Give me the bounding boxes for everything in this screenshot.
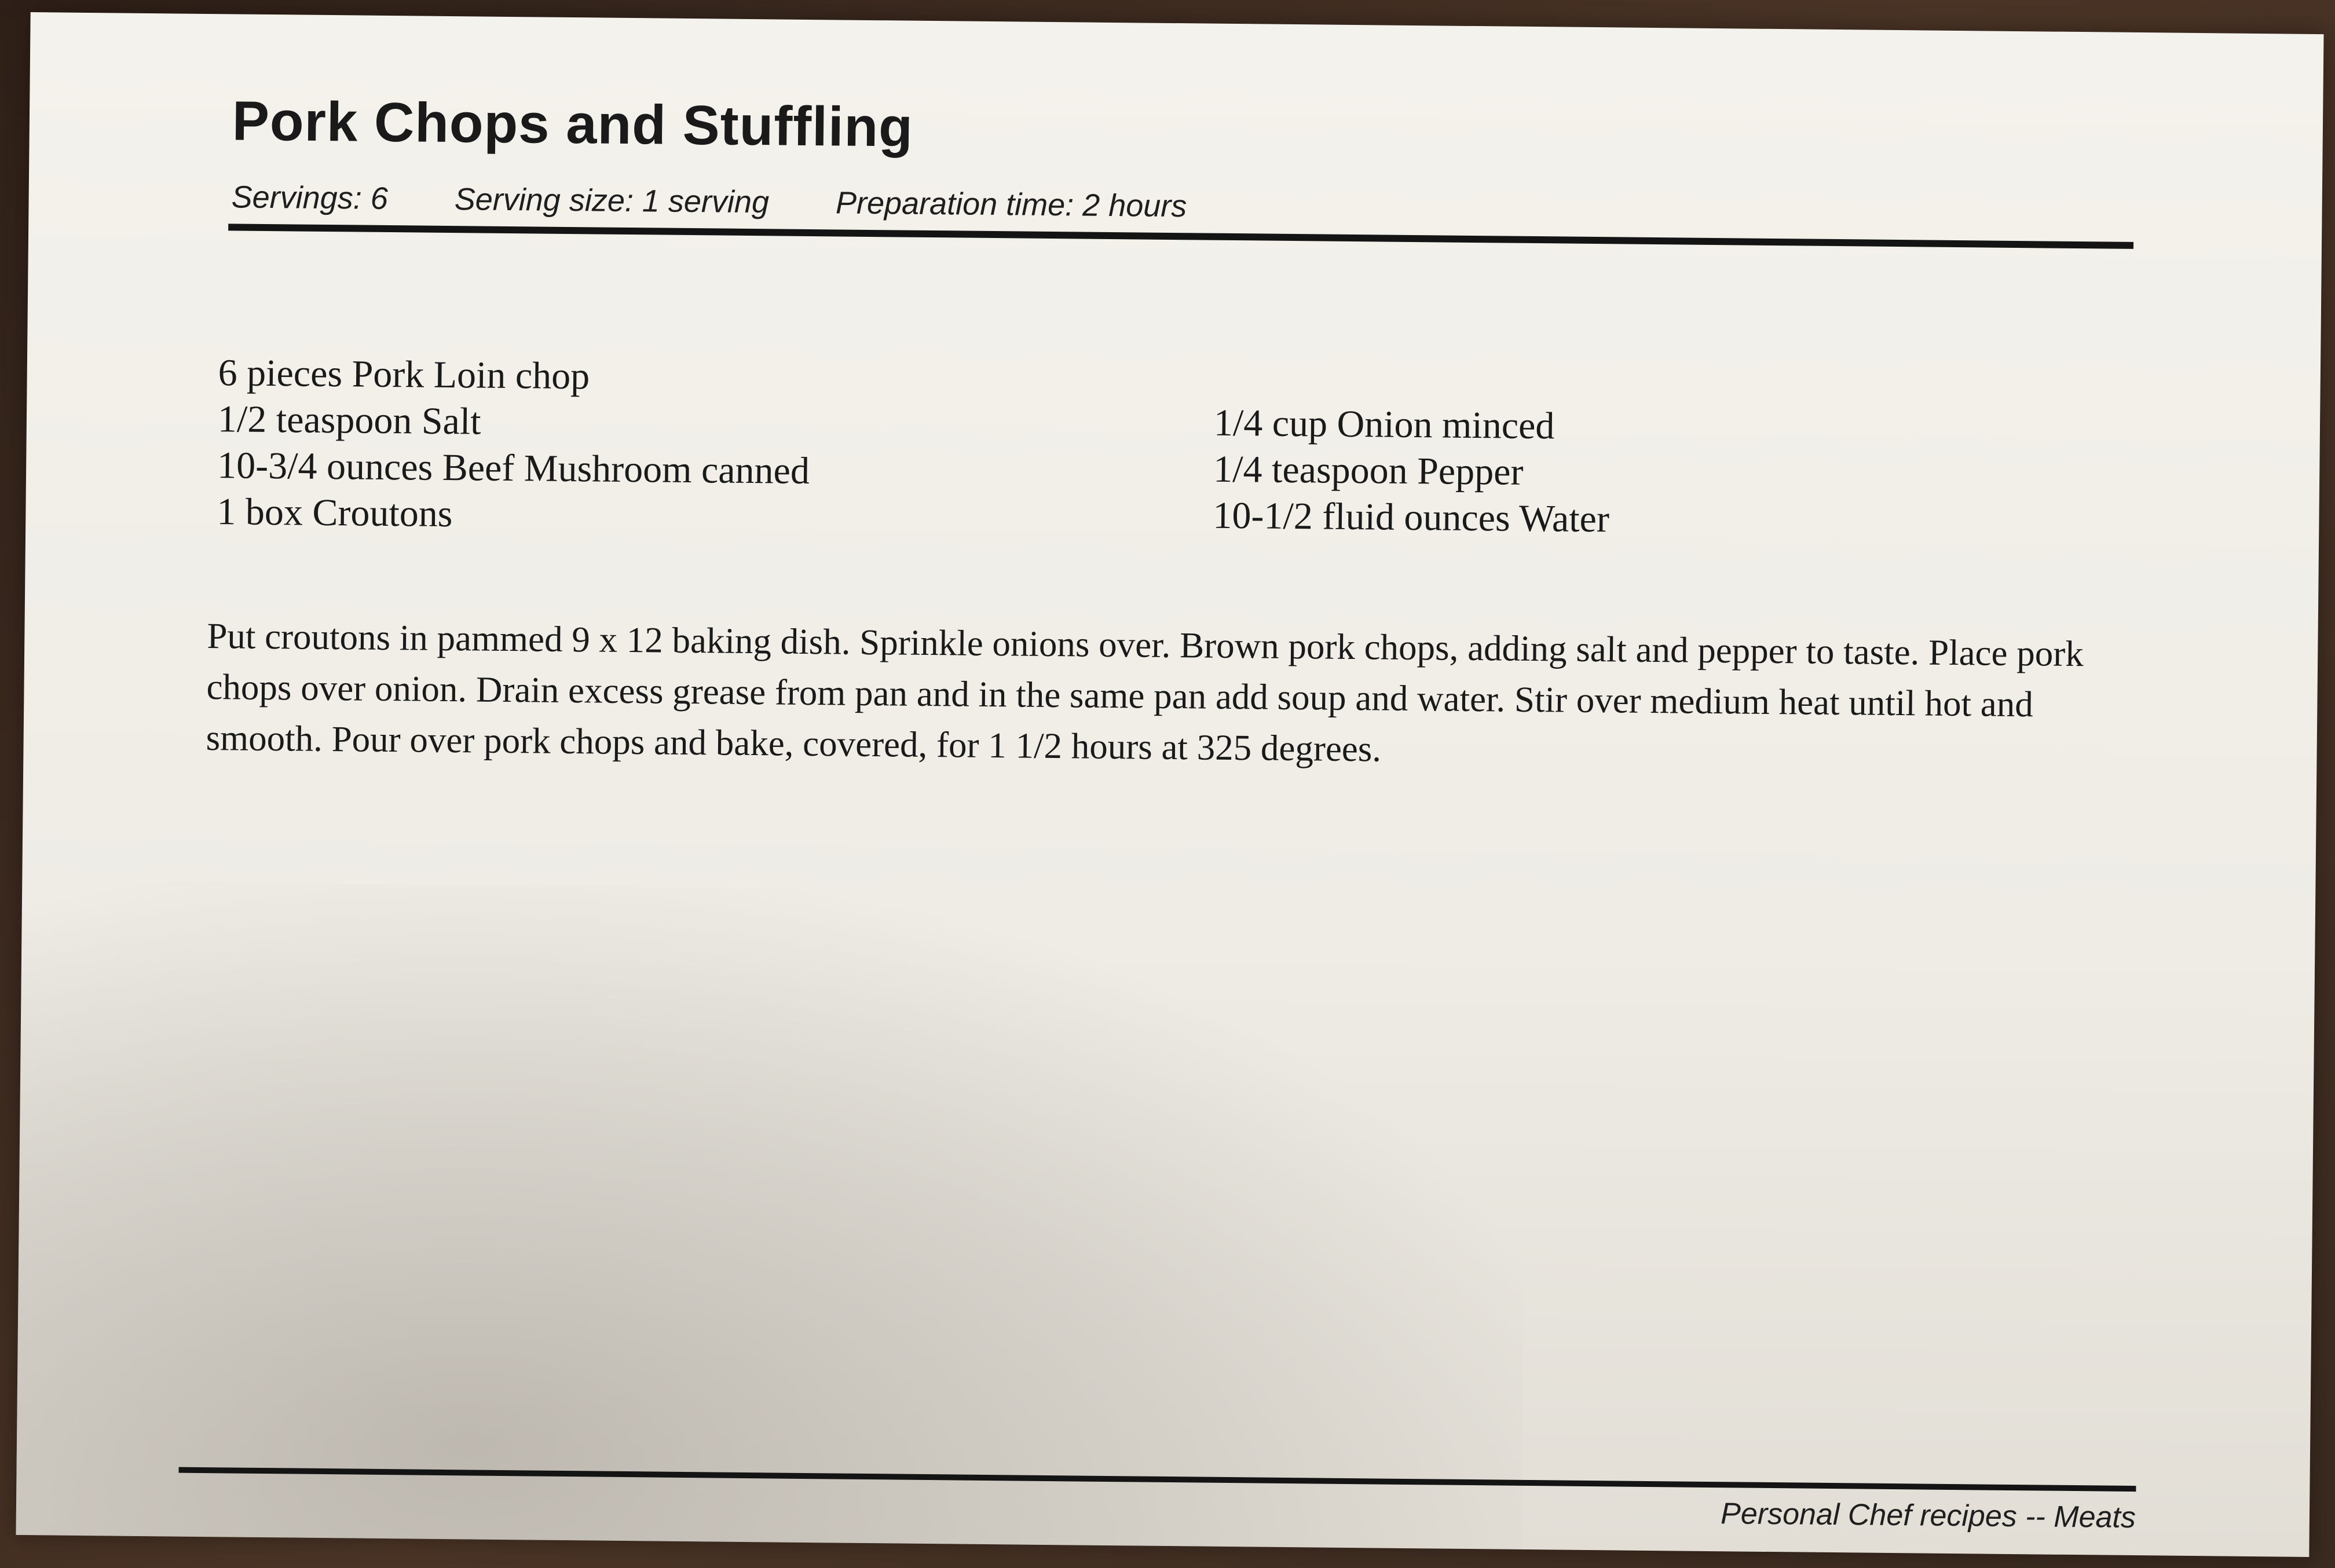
ingredient-item: 10-1/2 fluid ounces Water <box>1213 494 1610 541</box>
serving-size-info: Serving size: 1 serving <box>454 182 770 220</box>
ingredient-item: 1 box Croutons <box>217 490 453 536</box>
ingredient-item: 1/2 teaspoon Salt <box>217 398 481 443</box>
ingredients-column-right <box>1213 400 1611 543</box>
prep-time-info: Preparation time: 2 hours <box>835 185 1187 224</box>
recipe-instructions: Put croutons in pammed 9 x 12 baking dish. Sprinkle onions over. Brown pork chops, adding salt and pepper to taste. Place pork chops over onion. Drain excess grease from pan and in the same pan add soup and water. Stir over medium heat until hot and smooth. Pour over pork chops and bake, covered, for 1 1/2 hours at 325 degrees. <box>206 616 2084 770</box>
ingredient-item: 6 pieces Pork Loin chop <box>218 351 590 398</box>
ingredient-item: 1/4 teaspoon Pepper <box>1213 448 1524 493</box>
ingredients-column-left <box>217 350 811 541</box>
header-divider <box>228 224 2133 249</box>
recipe-title: Pork Chops and Stuffling <box>232 90 914 159</box>
recipe-card <box>16 12 2323 1557</box>
footer-divider <box>179 1467 2136 1492</box>
ingredient-item: 1/4 cup Onion minced <box>1213 401 1555 448</box>
servings-info: Servings: 6 <box>231 179 389 216</box>
ingredient-item: 10-3/4 ounces Beef Mushroom canned <box>217 444 810 493</box>
footer-category: Personal Chef recipes -- Meats <box>1720 1497 2136 1535</box>
shadow-overlay <box>16 881 1528 1557</box>
recipe-meta <box>231 179 1245 225</box>
